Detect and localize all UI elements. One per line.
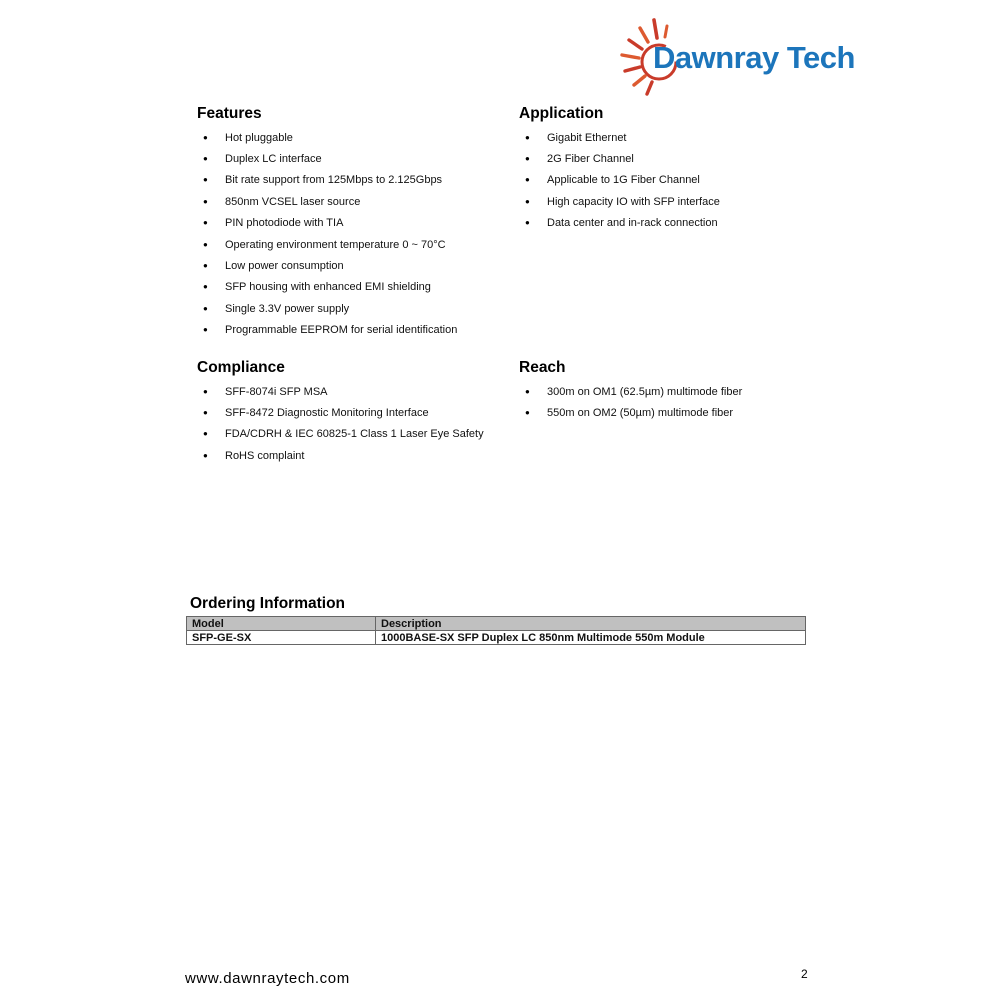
list-item xyxy=(197,170,527,191)
section-title-reach: Reach xyxy=(519,359,566,376)
list-item xyxy=(197,127,527,148)
list-item xyxy=(197,320,527,341)
list-item xyxy=(519,170,849,191)
list-item-text: Data center and in-rack connection xyxy=(547,217,718,230)
list-item-text: 2G Fiber Channel xyxy=(547,153,634,166)
table-row xyxy=(187,631,806,645)
bullet-icon: ● xyxy=(203,386,208,396)
ordering-information xyxy=(186,594,806,645)
bullet-icon: ● xyxy=(525,154,530,164)
bullet-icon: ● xyxy=(203,218,208,228)
list-item-text: SFP housing with enhanced EMI shielding xyxy=(225,281,431,294)
section-compliance xyxy=(197,358,527,467)
list-item-text: Hot pluggable xyxy=(225,131,293,144)
list-item xyxy=(197,277,527,298)
list-item-text: Gigabit Ethernet xyxy=(547,131,627,144)
list-item xyxy=(197,424,527,445)
table-cell-description: 1000BASE-SX SFP Duplex LC 850nm Multimode 550m Module xyxy=(376,631,806,645)
list-item xyxy=(197,191,527,212)
bullet-icon: ● xyxy=(525,175,530,185)
bullet-icon: ● xyxy=(525,218,530,228)
list-item xyxy=(197,148,527,169)
list-item-text: FDA/CDRH & IEC 60825-1 Class 1 Laser Eye Safety xyxy=(225,428,484,441)
list-item-text: Low power consumption xyxy=(225,260,344,273)
list-item-text: SFF-8074i SFP MSA xyxy=(225,385,328,398)
list-item-text: Duplex LC interface xyxy=(225,153,322,166)
list-item xyxy=(519,148,849,169)
table-header-description: Description xyxy=(376,617,806,631)
list-item xyxy=(519,191,849,212)
section-features xyxy=(197,104,527,341)
reach-list xyxy=(519,381,849,424)
logo-text: Dawnray Tech xyxy=(653,40,855,75)
list-item-text: Operating environment temperature 0 ~ 70°C xyxy=(225,238,446,251)
bullet-icon: ● xyxy=(203,303,208,313)
footer-page-number: 2 xyxy=(801,967,808,981)
list-item xyxy=(197,234,527,255)
section-title-features: Features xyxy=(197,105,262,122)
bullet-icon: ● xyxy=(203,429,208,439)
list-item-text: Applicable to 1G Fiber Channel xyxy=(547,174,700,187)
bullet-icon: ● xyxy=(203,175,208,185)
list-item-text: 850nm VCSEL laser source xyxy=(225,195,361,208)
bullet-icon: ● xyxy=(203,261,208,271)
bullet-icon: ● xyxy=(203,282,208,292)
section-title-compliance: Compliance xyxy=(197,359,285,376)
list-item xyxy=(519,127,849,148)
list-item-text: Bit rate support from 125Mbps to 2.125Gbps xyxy=(225,174,443,187)
ordering-table xyxy=(186,616,806,645)
list-item-text: PIN photodiode with TIA xyxy=(225,217,344,230)
list-item-text: 300m on OM1 (62.5µm) multimode fiber xyxy=(547,385,743,398)
table-header-row xyxy=(187,617,806,631)
bullet-icon: ● xyxy=(525,196,530,206)
list-item xyxy=(519,381,849,402)
bullet-icon: ● xyxy=(203,132,208,142)
section-title-application: Application xyxy=(519,105,604,122)
list-item xyxy=(197,402,527,423)
section-application xyxy=(519,104,849,234)
ordering-title: Ordering Information xyxy=(190,595,345,612)
list-item xyxy=(197,213,527,234)
list-item xyxy=(519,213,849,234)
compliance-list xyxy=(197,381,527,467)
table-cell-model: SFP-GE-SX xyxy=(187,631,376,645)
section-reach xyxy=(519,358,849,424)
bullet-icon: ● xyxy=(203,325,208,335)
table-header-model: Model xyxy=(187,617,376,631)
bullet-icon: ● xyxy=(525,386,530,396)
list-item xyxy=(197,298,527,319)
bullet-icon: ● xyxy=(525,132,530,142)
features-list xyxy=(197,127,527,341)
list-item xyxy=(197,445,527,466)
footer-website: www.dawnraytech.com xyxy=(185,970,350,987)
bullet-icon: ● xyxy=(203,408,208,418)
application-list xyxy=(519,127,849,234)
list-item-text: Single 3.3V power supply xyxy=(225,302,350,315)
bullet-icon: ● xyxy=(203,196,208,206)
list-item-text: SFF-8472 Diagnostic Monitoring Interface xyxy=(225,407,429,420)
bullet-icon: ● xyxy=(203,154,208,164)
list-item-text: Programmable EEPROM for serial identification xyxy=(225,324,458,337)
list-item xyxy=(197,255,527,276)
list-item-text: RoHS complaint xyxy=(225,449,305,462)
list-item-text: 550m on OM2 (50µm) multimode fiber xyxy=(547,407,734,420)
logo xyxy=(615,12,855,102)
list-item xyxy=(519,402,849,423)
list-item xyxy=(197,381,527,402)
bullet-icon: ● xyxy=(203,239,208,249)
bullet-icon: ● xyxy=(203,450,208,460)
list-item-text: High capacity IO with SFP interface xyxy=(547,195,720,208)
bullet-icon: ● xyxy=(525,408,530,418)
